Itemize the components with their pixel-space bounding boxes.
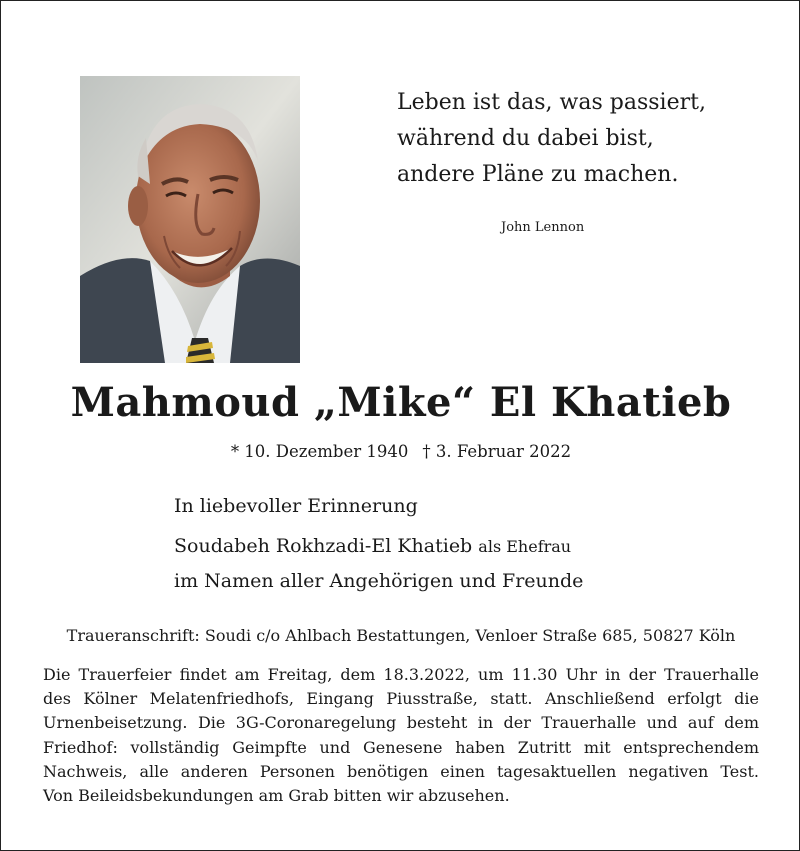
quote-author: John Lennon [501, 220, 585, 235]
life-dates [1, 442, 800, 461]
quote [397, 85, 737, 193]
announcement-line: Nachweis, alle anderen Personen benötigen einen tagesaktuellen negativen Test. [43, 761, 759, 781]
deceased-name: Mahmoud „Mike“ El Khatieb [70, 379, 732, 426]
signer-name: Soudabeh Rokhzadi-El Khatieb [174, 535, 473, 557]
portrait-photo [80, 76, 300, 363]
birth-date: * 10. Dezember 1940 [230, 442, 409, 461]
announcement-line: Urnenbeisetzung. Die 3G-Coronaregelung besteht in der Trauerhalle und auf dem [43, 713, 759, 733]
ceremony-announcement [43, 663, 759, 808]
mourning-address: Traueranschrift: Soudi c/o Ahlbach Bestattungen, Venloer Straße 685, 50827 Köln [66, 626, 736, 645]
quote-line: während du dabei bist, [397, 126, 654, 151]
death-date: † 3. Februar 2022 [422, 442, 572, 461]
memorial-phrase: In liebevoller Erinnerung [174, 495, 418, 517]
family-block [174, 492, 583, 595]
announcement-line: Die Trauerfeier findet am Freitag, dem 18.3.2022, um 11.30 Uhr in der Trauerhalle [43, 665, 759, 684]
signer [174, 532, 583, 561]
quote-line: Leben ist das, was passiert, [397, 90, 706, 115]
portrait-illustration [80, 76, 300, 363]
quote-line: andere Pläne zu machen. [397, 162, 679, 187]
relatives-line: im Namen aller Angehörigen und Freunde [174, 570, 584, 592]
announcement-line: Friedhof: vollständig Geimpfte und Genesene haben Zutritt mit entsprechendem [43, 737, 759, 757]
announcement-line: des Kölner Melatenfriedhofs, Eingang Piusstraße, statt. Anschließend erfolgt die [43, 689, 759, 709]
signer-role: als Ehefrau [478, 537, 572, 556]
announcement-line: Von Beileidsbekundungen am Grab bitten wir abzusehen. [43, 786, 510, 806]
